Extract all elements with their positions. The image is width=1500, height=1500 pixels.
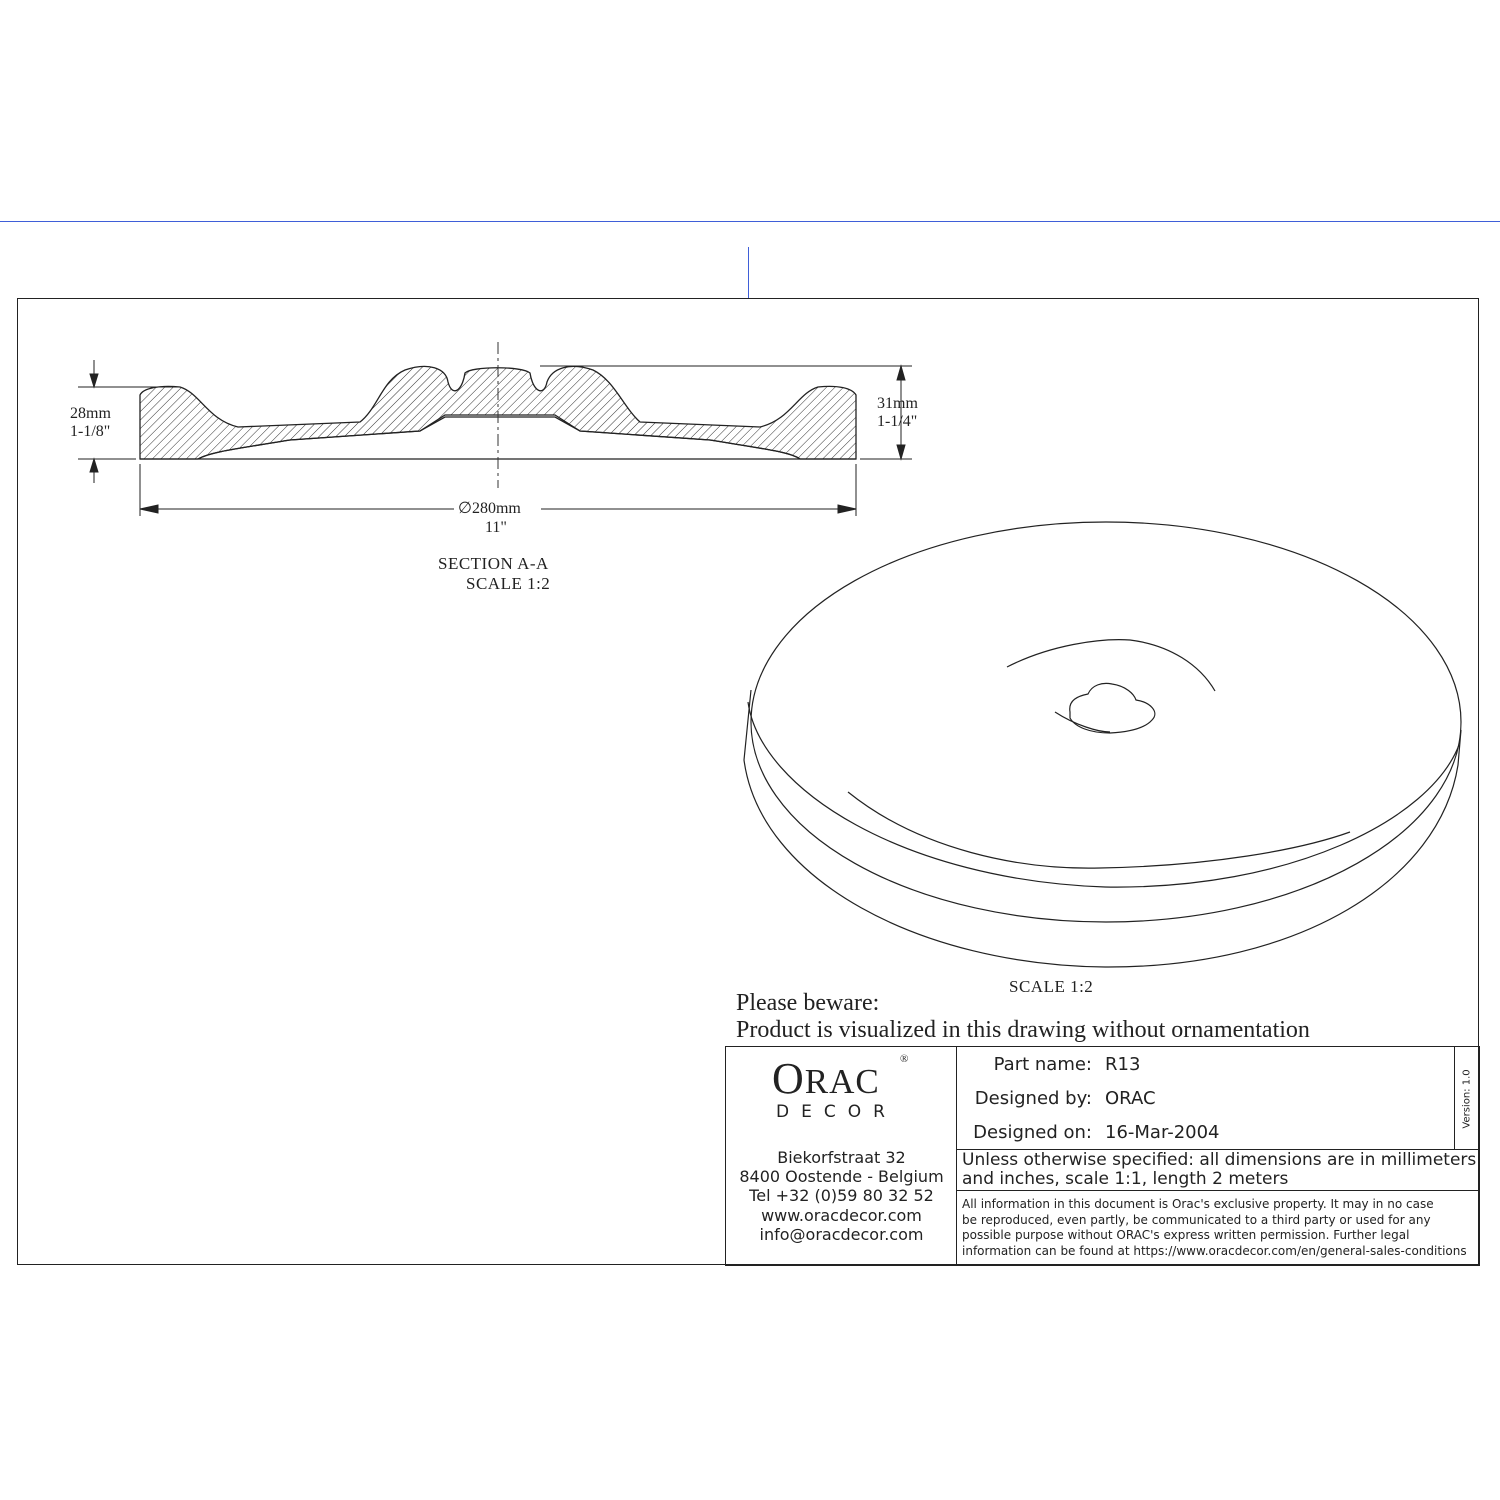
disc-inner-arc-front — [848, 792, 1350, 868]
designed-on-row — [957, 1121, 1454, 1145]
address-email: info@oracdecor.com — [759, 1224, 924, 1244]
legal-line: be reproduced, even partly, be communicated to a third party or used for any — [962, 1212, 1431, 1227]
address-city: 8400 Oostende - Belgium — [739, 1167, 944, 1187]
units-note — [957, 1149, 1479, 1191]
company-logo — [772, 1053, 880, 1104]
legal-note — [957, 1197, 1479, 1259]
registered-mark: ® — [900, 1053, 909, 1065]
part-name-value: R13 — [1105, 1054, 1141, 1075]
isometric-view — [744, 522, 1461, 967]
designed-by-value: ORAC — [1105, 1088, 1156, 1109]
designed-on-value: 16-Mar-2004 — [1105, 1122, 1220, 1143]
address-website: www.oracdecor.com — [761, 1205, 922, 1225]
logo-rest: RAC — [804, 1062, 880, 1101]
designed-on-label: Designed on: — [973, 1122, 1092, 1143]
left-height-mm: 28mm — [70, 405, 111, 422]
logo-initial: O — [772, 1054, 805, 1103]
address-street: Biekorfstraat 32 — [777, 1148, 906, 1167]
address-phone: Tel +32 (0)59 80 32 52 — [749, 1186, 934, 1206]
disc-inner-arc-center — [1055, 712, 1110, 732]
legal-line: All information in this document is Orac's exclusive property. It may in no case — [962, 1197, 1434, 1211]
part-name-label: Part name: — [993, 1054, 1092, 1075]
units-note-line1: Unless otherwise specified: all dimensions are in millimeters — [962, 1150, 1477, 1170]
designed-by-label: Designed by: — [974, 1088, 1092, 1109]
diameter-mm-label: ∅280mm — [458, 500, 521, 517]
disc-top-face — [751, 522, 1461, 922]
legal-line: information can be found at https://www.oracdecor.com/en/general-sales-conditions — [962, 1243, 1467, 1258]
logo-subtitle: DECOR — [776, 1102, 897, 1122]
section-caption-title: SECTION A-A — [438, 554, 549, 573]
part-name-row — [957, 1053, 1454, 1077]
version-cell — [1454, 1047, 1479, 1149]
section-caption-scale: SCALE 1:2 — [466, 574, 551, 593]
designed-by-row — [957, 1087, 1454, 1111]
notice-text: Product is visualized in this drawing without ornamentation — [736, 1017, 1310, 1043]
right-height-inch: 1-1/4" — [877, 413, 918, 430]
diameter-inch-label: 11" — [485, 519, 507, 536]
right-height-label — [877, 395, 918, 431]
part-info-fields — [957, 1047, 1454, 1149]
version-label: Version: 1.0 — [1461, 1069, 1473, 1129]
disc-top-edge-curve — [748, 702, 1459, 887]
iso-view-caption-scale: SCALE 1:2 — [1009, 977, 1094, 996]
notice-heading: Please beware: — [736, 990, 880, 1016]
title-block — [725, 1046, 1480, 1266]
company-block — [726, 1047, 957, 1265]
legal-line: possible purpose without ORAC's express written permission. Further legal — [962, 1228, 1410, 1243]
company-address — [726, 1148, 957, 1244]
left-height-label — [70, 405, 111, 441]
units-note-line2: and inches, scale 1:1, length 2 meters — [962, 1169, 1289, 1189]
ornamentation-notice — [736, 990, 1310, 1044]
left-height-inch: 1-1/8" — [70, 423, 111, 440]
right-height-mm: 31mm — [877, 395, 918, 412]
